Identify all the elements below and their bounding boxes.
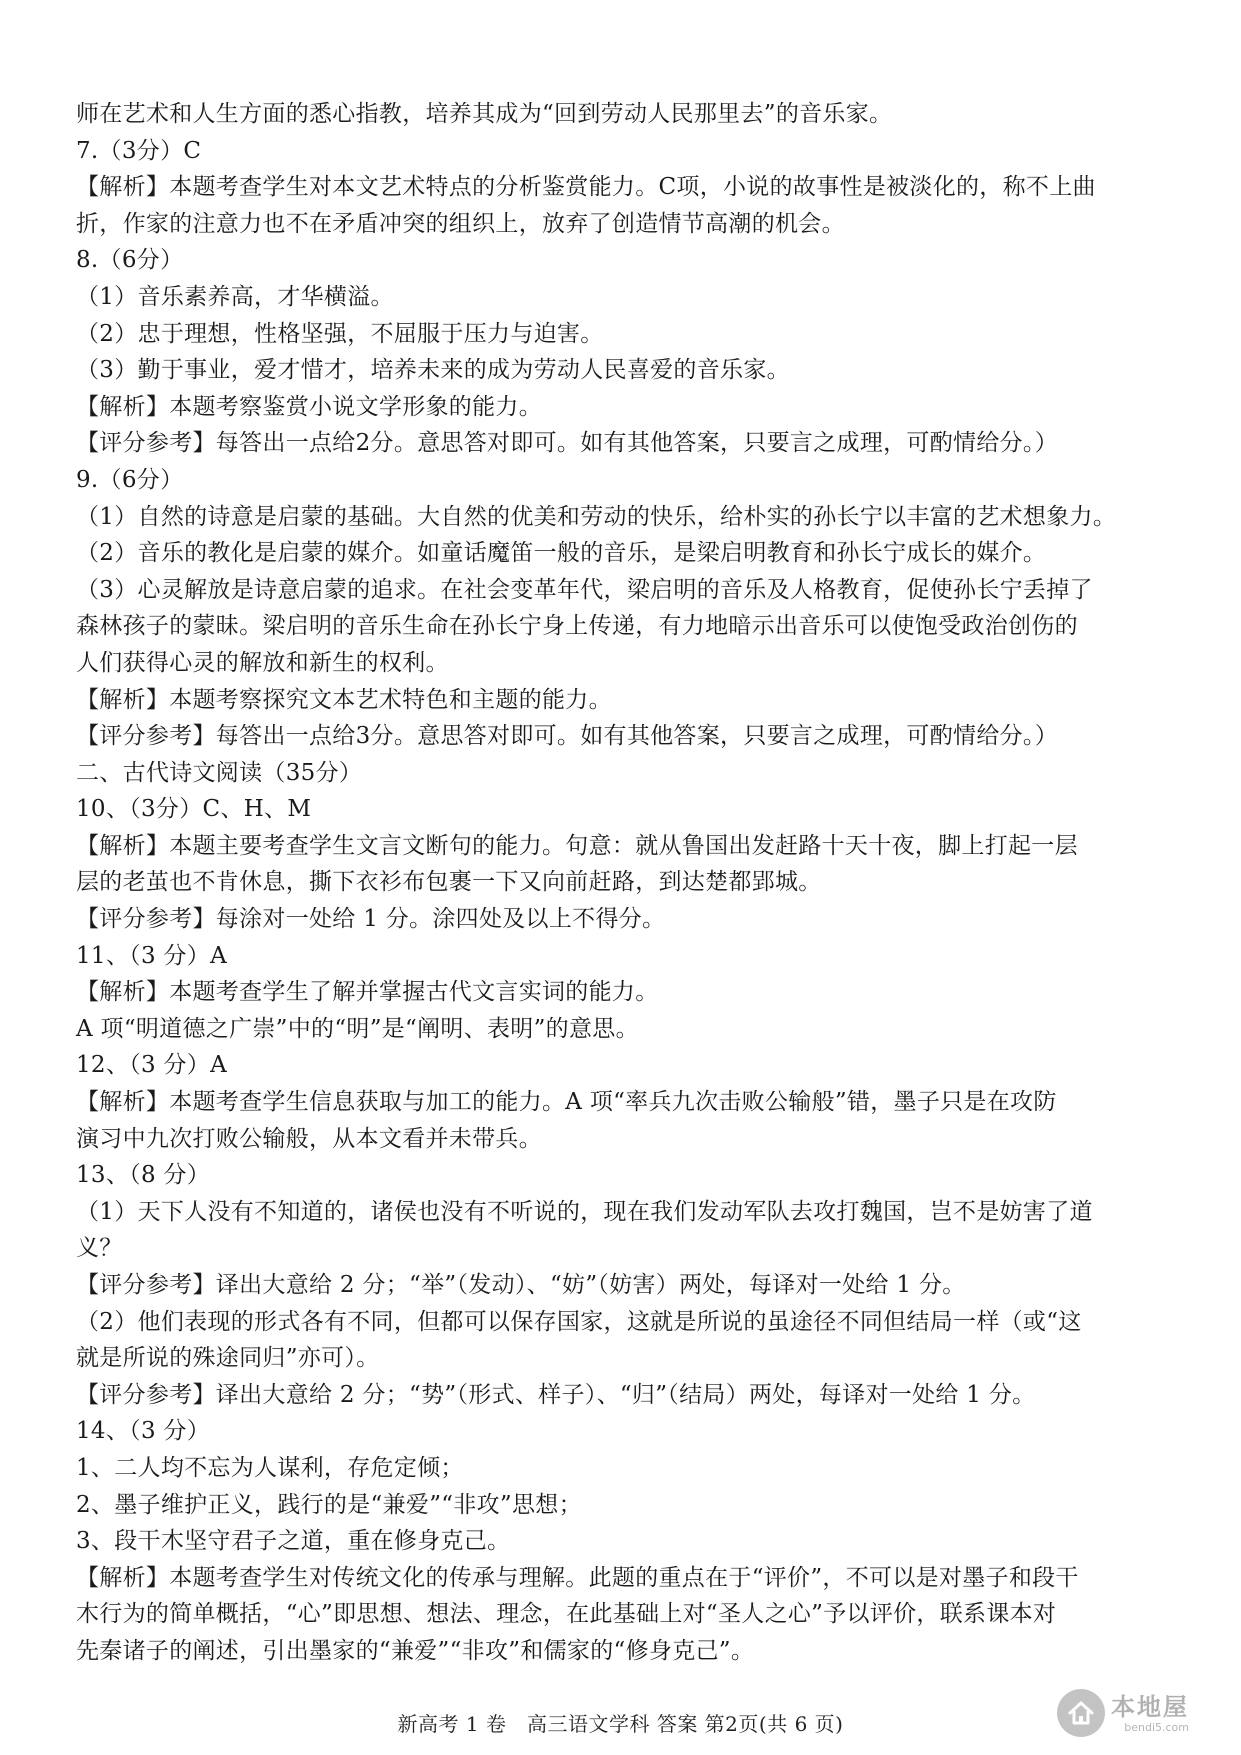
watermark-subtitle: bendi5.com xyxy=(1124,1720,1189,1734)
question-9-header: 9.（6分） xyxy=(76,466,184,493)
question-13-header: 13、（8 分） xyxy=(76,1162,211,1189)
text-line: 【解析】本题考查学生信息获取与加工的能力。A 项“率兵九次击败公输般”错，墨子只是在攻防 xyxy=(76,1089,1057,1116)
text-line: 层的老茧也不肯休息，撕下衣衫布包裹一下又向前赶路，到达楚都郢城。 xyxy=(76,869,822,896)
text-line: 【解析】本题考查学生对本文艺术特点的分析鉴赏能力。C项，小说的故事性是被淡化的，称不上曲 xyxy=(76,174,1096,201)
text-line: （1）自然的诗意是启蒙的基础。大自然的优美和劳动的快乐，给朴实的孙长宁以丰富的艺术想象力。 xyxy=(76,503,1117,530)
watermark-title: 本地屋 xyxy=(1111,1692,1189,1721)
text-line: 2、墨子维护正义，践行的是“兼爱”“非攻”思想； xyxy=(76,1491,582,1518)
text-line: （3）勤于事业，爱才惜才，培养未来的成为劳动人民喜爱的音乐家。 xyxy=(76,357,790,384)
text-line: 【解析】本题考察鉴赏小说文学形象的能力。 xyxy=(76,393,542,420)
text-line: 演习中九次打败公输般，从本文看并未带兵。 xyxy=(76,1125,542,1152)
text-line: 【评分参考】每答出一点给2分。意思答对即可。如有其他答案，只要言之成理，可酌情给分。） xyxy=(76,430,1059,457)
house-icon xyxy=(1057,1689,1105,1737)
text-line: 【解析】本题考察探究文本艺术特色和主题的能力。 xyxy=(76,686,612,713)
text-line: 师在艺术和人生方面的悉心指教，培养其成为“回到劳动人民那里去”的音乐家。 xyxy=(76,101,893,127)
text-line: 义？ xyxy=(76,1235,123,1262)
text-line: （2）音乐的教化是启蒙的媒介。如童话魔笛一般的音乐，是梁启明教育和孙长宁成长的媒介。 xyxy=(76,540,1047,567)
text-line: （2）忠于理想，性格坚强，不屈服于压力与迫害。 xyxy=(76,320,604,347)
question-7-answer: 7.（3分）C xyxy=(76,137,202,164)
answer-page-body xyxy=(76,96,1176,1670)
text-line: 【评分参考】每答出一点给3分。意思答对即可。如有其他答案，只要言之成理，可酌情给分。） xyxy=(76,723,1059,750)
text-line: （1）音乐素养高，才华横溢。 xyxy=(76,283,394,310)
text-line: （2）他们表现的形式各有不同，但都可以保存国家，这就是所说的虽途径不同但结局一样（或“这 xyxy=(76,1308,1082,1335)
text-line: A 项“明道德之广崇”中的“明”是“阐明、表明”的意思。 xyxy=(76,1015,639,1042)
section-heading: 二、古代诗文阅读（35分） xyxy=(76,759,363,786)
text-line: （1）天下人没有不知道的，诸侯也没有不听说的，现在我们发动军队去攻打魏国，岂不是妨害了道 xyxy=(76,1198,1093,1225)
text-line: 【评分参考】译出大意给 2 分；“势”（形式、样子）、“归”（结局）两处，每译对一处给 1 分。 xyxy=(76,1381,1036,1408)
text-line: 【解析】本题主要考查学生文言文断句的能力。句意：就从鲁国出发赶路十天十夜，脚上打起一层 xyxy=(76,832,1078,859)
question-10-answer: 10、（3分）C、H、M xyxy=(76,796,312,823)
question-11-answer: 11、（3 分）A xyxy=(76,942,228,969)
text-line: 【评分参考】译出大意给 2 分；“举”（发动）、“妨”（妨害）两处，每译对一处给 1 分。 xyxy=(76,1272,966,1298)
text-line: （3）心灵解放是诗意启蒙的追求。在社会变革年代，梁启明的音乐及人格教育，促使孙长宁丢掉了 xyxy=(76,576,1093,603)
page-footer: 新高考 1 卷 高三语文学科 答案 第2页(共 6 页) xyxy=(397,1712,844,1736)
text-line: 人们获得心灵的解放和新生的权利。 xyxy=(76,649,449,676)
text-line: 3、段干木坚守君子之道，重在修身克己。 xyxy=(76,1528,511,1555)
text-line: 木行为的简单概括，“心”即思想、想法、理念，在此基础上对“圣人之心”予以评价，联系课本对 xyxy=(76,1601,1057,1628)
text-line: 折，作家的注意力也不在矛盾冲突的组织上，放弃了创造情节高潮的机会。 xyxy=(76,210,845,237)
question-8-header: 8.（6分） xyxy=(76,247,184,274)
text-line: 就是所说的殊途同归”亦可）。 xyxy=(76,1345,380,1372)
text-line: 森林孩子的蒙昧。梁启明的音乐生命在孙长宁身上传递，有力地暗示出音乐可以使饱受政治创伤的 xyxy=(76,613,1078,640)
text-line: 【评分参考】每涂对一处给 1 分。涂四处及以上不得分。 xyxy=(76,906,666,933)
text-line: 【解析】本题考查学生了解并掌握古代文言实词的能力。 xyxy=(76,979,659,1006)
text-line: 1、二人均不忘为人谋利，存危定倾； xyxy=(76,1454,464,1481)
text-line: 【解析】本题考查学生对传统文化的传承与理解。此题的重点在于“评价”，不可以是对墨子和段干 xyxy=(76,1564,1079,1591)
question-14-header: 14、（3 分） xyxy=(76,1418,211,1445)
text-line: 先秦诸子的阐述，引出墨家的“兼爱”“非攻”和儒家的“修身克己”。 xyxy=(76,1637,755,1664)
question-12-answer: 12、（3 分）A xyxy=(76,1052,228,1079)
site-watermark xyxy=(1057,1685,1207,1741)
